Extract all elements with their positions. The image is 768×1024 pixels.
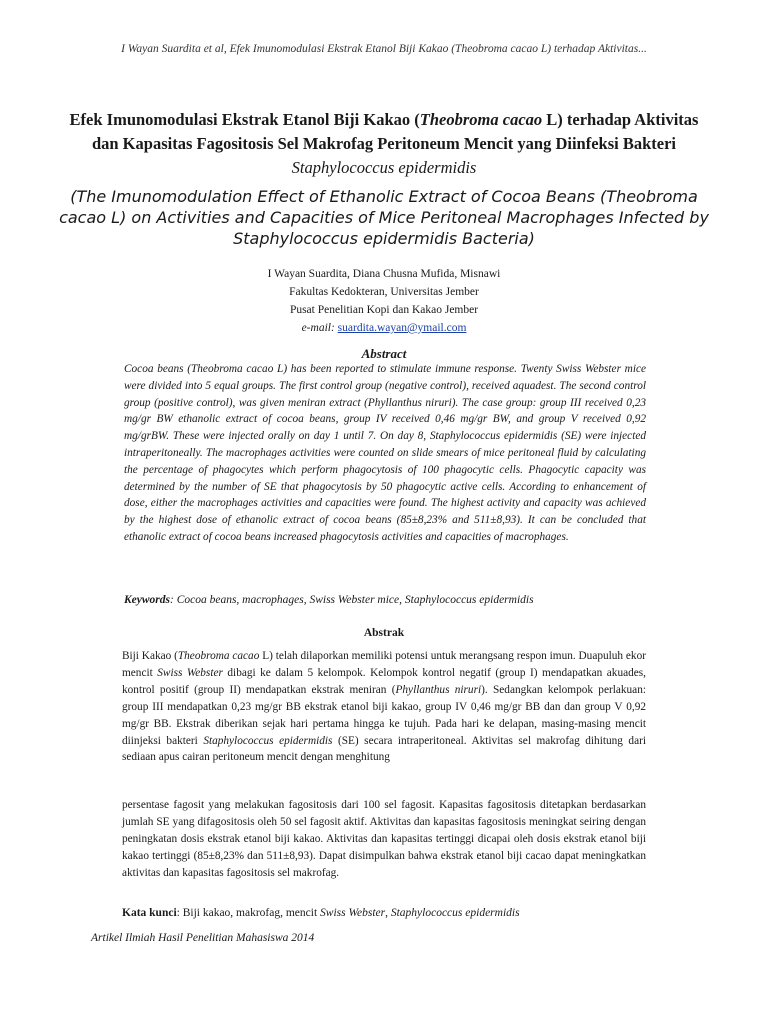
running-header: I Wayan Suardita et al, Efek Imunomodulasi Ekstrak Etanol Biji Kakao (Theobroma cacao L) terhadap Aktivitas... [121, 43, 647, 55]
affiliation-2: Pusat Penelitian Kopi dan Kakao Jember [289, 304, 479, 316]
abstrak-text: L) telah dilaporkan memiliki potensi untuk merangsang respon imun. Duapuluh ekor mencit [122, 650, 646, 679]
kata-kunci-text: , [385, 907, 391, 919]
abstrak-species: Staphylococcus epidermidis [203, 734, 333, 747]
kata-kunci-text: : Biji kakao, makrofag, mencit [176, 907, 321, 919]
kata-kunci-strain: Swiss Webster [320, 907, 386, 919]
abstrak-text: (SE) secara intraperitoneal. Aktivitas sel makrofag dihitung dari sediaan apus cairan peritoneum mencit dengan menghitung [122, 734, 646, 764]
abstrak-paragraph-1 [122, 648, 646, 766]
abstract-english: Cocoa beans (Theobroma cacao L) has been reported to stimulate immune response. Twenty Swiss Webster mice were divided into 5 equal groups. The first control group (negative control), received aquadest. The second control group (positive control), was given meniran extract (Phyllanthus niruri). The case group: group III received 0,23 mg/gr BW ethanolic extract of cocoa beans, group IV received 0,46 mg/gr BW, and group V received 0,92 mg/grBW. These were injected orally on day 1 until 7. On day 8, Staphylococcus epidermidis (SE) were injected intraperitoneally. The macrophages activities were counted on slide smears of mice peritoneal fluid by calculating the percentage of phagocytes which perform phagocytosis of 100 phagocytic cells. Phagocytic capacity was determined by the number of SE that phagocytosis by 50 phagocytic active cells. According to enhancement of dose, either the macrophages activities and capacities were found. The highest activity and capacity was achieved by the highest dose of ethanolic extract of cocoa beans (85±8,23% and 511±8,93). It can be concluded that ethanolic extract of cocoa beans increased phagocytosis activities and capacities of macrophages. [124, 363, 646, 543]
title-part-2: L) terhadap Aktivitas dan Kapasitas Fagositosis Sel Makrofag Peritoneum Mencit yang Diinfeksi Bakteri [91, 110, 699, 153]
affiliation-1: Fakultas Kedokteran, Universitas Jember [289, 286, 479, 298]
abstrak-paragraph-2: persentase fagosit yang melakukan fagositosis dari 100 sel fagosit. Kapasitas fagositosis ditetapkan berdasarkan jumlah SE yang difagositosis oleh 50 sel fagosit aktif. Aktivitas dan kapasitas fagositosis meningkat seiring dengan peningkatan dosis ekstrak etanol biji kakao. Aktivitas dan kapasitas tertinggi dicapai oleh dosis ekstrak etanol biji kakao tertinggi (85±8,23% dan 511±8,93). Dapat disimpulkan bahwa ekstrak etanol biji cacao dapat meningkatkan aktivitas dan kapasitas fagositosis sel makrofag. [122, 799, 646, 879]
kata-kunci-label: Kata kunci [122, 907, 177, 919]
article-title [60, 108, 708, 180]
abstrak-species: Theobroma cacao [177, 650, 260, 662]
page-footer: Artikel Ilmiah Hasil Penelitian Mahasiswa 2014 [91, 932, 315, 944]
abstrak-text: ). Sedangkan kelompok perlakuan: group III mendapatkan 0,23 mg/gr BB ekstrak etanol biji kakao, group IV 0,46 mg/gr BB dan dan group V 0,92 mg/gr BB. Ekstrak diberikan sejak hari pertama hingga ke tujuh. Pada hari ke delapan, masing-masing mencit diinjeksi bakteri [122, 683, 646, 747]
author-names: I Wayan Suardita, Diana Chusna Mufida, Misnawi [267, 268, 501, 280]
title-species-1: Theobroma cacao [419, 110, 543, 129]
title-species-2: Staphylococcus epidermidis [291, 158, 477, 177]
keywords-label: Keywords [124, 594, 170, 606]
email-label: e-mail: [301, 322, 335, 334]
abstrak-strain: Swiss Webster [157, 666, 223, 679]
email-link[interactable]: suardita.wayan@ymail.com [337, 322, 467, 334]
author-block [0, 265, 768, 337]
kata-kunci-species: Staphylococcus epidermidis [390, 907, 520, 919]
email-line [0, 319, 768, 337]
abstrak-text: dibagi ke dalam 5 kelompok. Kelompok kontrol negatif (group I) mendapatkan akuades, kontrol positif (group II) mendapatkan ekstrak meniran ( [122, 666, 647, 696]
keywords-english [124, 594, 646, 606]
keywords-text: : Cocoa beans, macrophages, Swiss Webster mice, Staphylococcus epidermidis [170, 594, 534, 606]
article-title-english: (The Imunomodulation Effect of Ethanolic Extract of Cocoa Beans (Theobroma cacao L) on Activities and Capacities of Mice Peritoneal Macrophages Infected by Staphylococcus epidermidis Bacteria) [59, 187, 709, 248]
abstrak-text: Biji Kakao ( [122, 650, 178, 662]
abstrak-species: Phyllanthus niruri [395, 683, 482, 696]
abstract-heading: Abstract [361, 346, 407, 361]
keywords-indonesian [122, 907, 646, 919]
abstrak-heading: Abstrak [363, 627, 405, 639]
title-part-1: Efek Imunomodulasi Ekstrak Etanol Biji Kakao ( [69, 110, 420, 129]
